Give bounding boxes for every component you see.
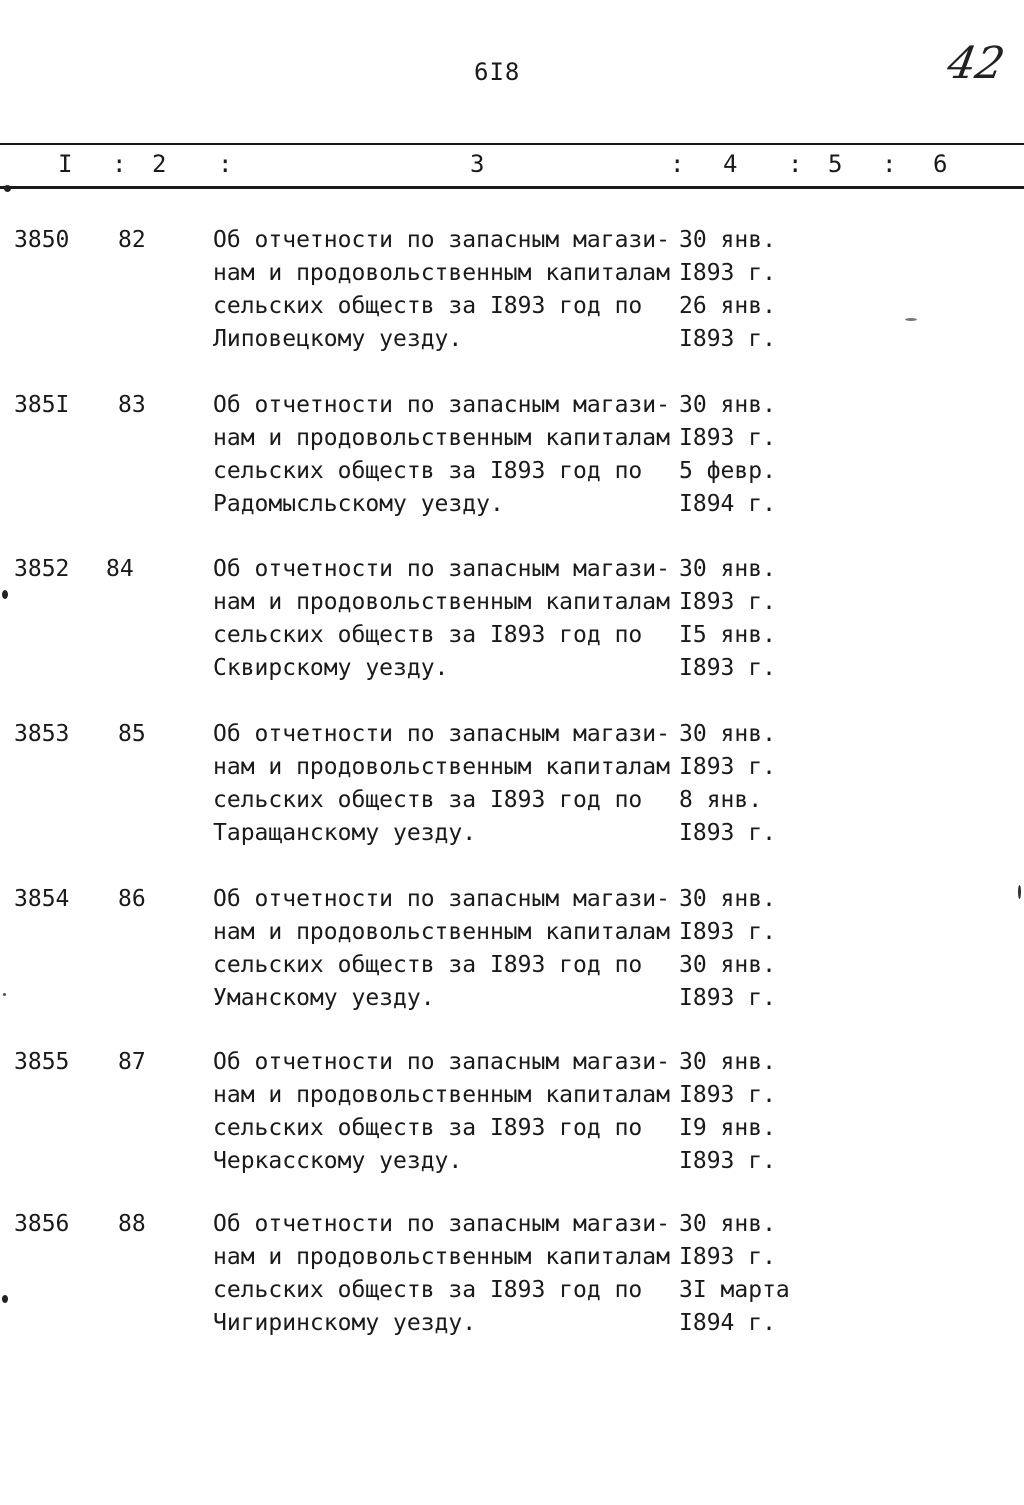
entry-item: 84 <box>106 556 134 582</box>
entry-number: 3853 <box>14 721 70 747</box>
entry-dates <box>679 553 819 685</box>
scan-speck <box>2 590 8 599</box>
description-line: Чигиринскому уезду. <box>213 1310 477 1336</box>
description-line: сельских обществ за I893 год по <box>213 1115 643 1141</box>
header-rule-top <box>0 143 1024 145</box>
entry-description <box>213 1208 670 1340</box>
date-line: 8 янв. <box>679 787 763 813</box>
description-line: Радомысльскому уезду. <box>213 491 504 517</box>
date-line: 30 янв. <box>679 227 776 253</box>
date-line: 30 янв. <box>679 1049 776 1075</box>
entry-number: 385I <box>14 392 70 418</box>
date-line: I893 г. <box>679 919 776 945</box>
date-line: I893 г. <box>679 326 776 352</box>
column-header-6: 6 <box>933 150 948 178</box>
date-line: I893 г. <box>679 1148 776 1174</box>
description-line: Об отчетности по запасным магази- <box>213 392 670 418</box>
column-header-5: 5 <box>828 150 843 178</box>
column-separator: : <box>788 150 803 178</box>
date-line: I893 г. <box>679 985 776 1011</box>
description-line: Таращанскому уезду. <box>213 820 477 846</box>
date-line: I893 г. <box>679 1244 776 1270</box>
entry-dates <box>679 389 819 521</box>
description-line: нам и продовольственным капиталам <box>213 260 670 286</box>
description-line: нам и продовольственным капиталам <box>213 425 670 451</box>
date-line: 30 янв. <box>679 721 776 747</box>
entry-number: 3854 <box>14 886 70 912</box>
column-header-2: 2 <box>152 150 167 178</box>
date-line: 26 янв. <box>679 293 776 319</box>
column-separator: : <box>112 150 127 178</box>
entry-description <box>213 1046 670 1178</box>
scan-speck <box>3 993 6 996</box>
description-line: Об отчетности по запасным магази- <box>213 886 670 912</box>
description-line: сельских обществ за I893 год по <box>213 1277 643 1303</box>
entry-dates <box>679 1208 819 1340</box>
entry-number: 3856 <box>14 1211 70 1237</box>
entry-item: 87 <box>118 1049 146 1075</box>
entry-description <box>213 224 670 356</box>
description-line: Об отчетности по запасным магази- <box>213 556 670 582</box>
entry-item: 82 <box>118 227 146 253</box>
sheet-number: 42 <box>943 38 1009 89</box>
entry-description <box>213 883 670 1015</box>
entry-row <box>0 389 1024 529</box>
date-line: I893 г. <box>679 1082 776 1108</box>
date-line: I894 г. <box>679 491 776 517</box>
scan-speck <box>1018 885 1021 899</box>
entry-number: 3852 <box>14 556 70 582</box>
entry-row <box>0 1208 1024 1348</box>
date-line: I893 г. <box>679 754 776 780</box>
date-line: I893 г. <box>679 425 776 451</box>
description-line: Липовецкому уезду. <box>213 326 463 352</box>
date-line: 3I марта <box>679 1277 790 1303</box>
column-separator: : <box>218 150 233 178</box>
entry-row <box>0 224 1024 364</box>
description-line: сельских обществ за I893 год по <box>213 622 643 648</box>
date-line: I893 г. <box>679 655 776 681</box>
scan-speck <box>905 318 917 321</box>
date-line: 5 февр. <box>679 458 776 484</box>
entry-row <box>0 718 1024 858</box>
description-line: Сквирскому уезду. <box>213 655 449 681</box>
description-line: сельских обществ за I893 год по <box>213 458 643 484</box>
description-line: нам и продовольственным капиталам <box>213 589 670 615</box>
entry-description <box>213 553 670 685</box>
column-header-1: I <box>58 150 73 178</box>
column-separator: : <box>670 150 685 178</box>
description-line: Об отчетности по запасным магази- <box>213 1049 670 1075</box>
description-line: Об отчетности по запасным магази- <box>213 227 670 253</box>
description-line: Об отчетности по запасным магази- <box>213 1211 670 1237</box>
date-line: 30 янв. <box>679 952 776 978</box>
entry-dates <box>679 883 819 1015</box>
scan-speck <box>2 1295 8 1303</box>
page-number: 6I8 <box>474 58 521 86</box>
entry-dates <box>679 1046 819 1178</box>
date-line: I5 янв. <box>679 622 776 648</box>
scan-speck <box>4 185 11 192</box>
entry-dates <box>679 718 819 850</box>
entry-description <box>213 718 670 850</box>
description-line: нам и продовольственным капиталам <box>213 919 670 945</box>
header-rule-bottom <box>0 186 1024 189</box>
date-line: I894 г. <box>679 1310 776 1336</box>
entry-row <box>0 553 1024 693</box>
date-line: I893 г. <box>679 589 776 615</box>
date-line: I893 г. <box>679 820 776 846</box>
entry-row <box>0 883 1024 1023</box>
date-line: I893 г. <box>679 260 776 286</box>
entry-item: 88 <box>118 1211 146 1237</box>
date-line: 30 янв. <box>679 1211 776 1237</box>
date-line: 30 янв. <box>679 392 776 418</box>
entry-number: 3855 <box>14 1049 70 1075</box>
description-line: нам и продовольственным капиталам <box>213 1082 670 1108</box>
entry-item: 83 <box>118 392 146 418</box>
entry-description <box>213 389 670 521</box>
description-line: нам и продовольственным капиталам <box>213 1244 670 1270</box>
column-header-4: 4 <box>723 150 738 178</box>
entry-row <box>0 1046 1024 1186</box>
description-line: сельских обществ за I893 год по <box>213 952 643 978</box>
column-header-3: 3 <box>470 150 485 178</box>
date-line: I9 янв. <box>679 1115 776 1141</box>
description-line: сельских обществ за I893 год по <box>213 787 643 813</box>
column-separator: : <box>882 150 897 178</box>
entry-item: 86 <box>118 886 146 912</box>
date-line: 30 янв. <box>679 556 776 582</box>
entry-number: 3850 <box>14 227 70 253</box>
description-line: Об отчетности по запасным магази- <box>213 721 670 747</box>
entry-item: 85 <box>118 721 146 747</box>
description-line: нам и продовольственным капиталам <box>213 754 670 780</box>
description-line: Черкасскому уезду. <box>213 1148 463 1174</box>
date-line: 30 янв. <box>679 886 776 912</box>
entry-dates <box>679 224 819 356</box>
description-line: сельских обществ за I893 год по <box>213 293 643 319</box>
description-line: Уманскому уезду. <box>213 985 435 1011</box>
